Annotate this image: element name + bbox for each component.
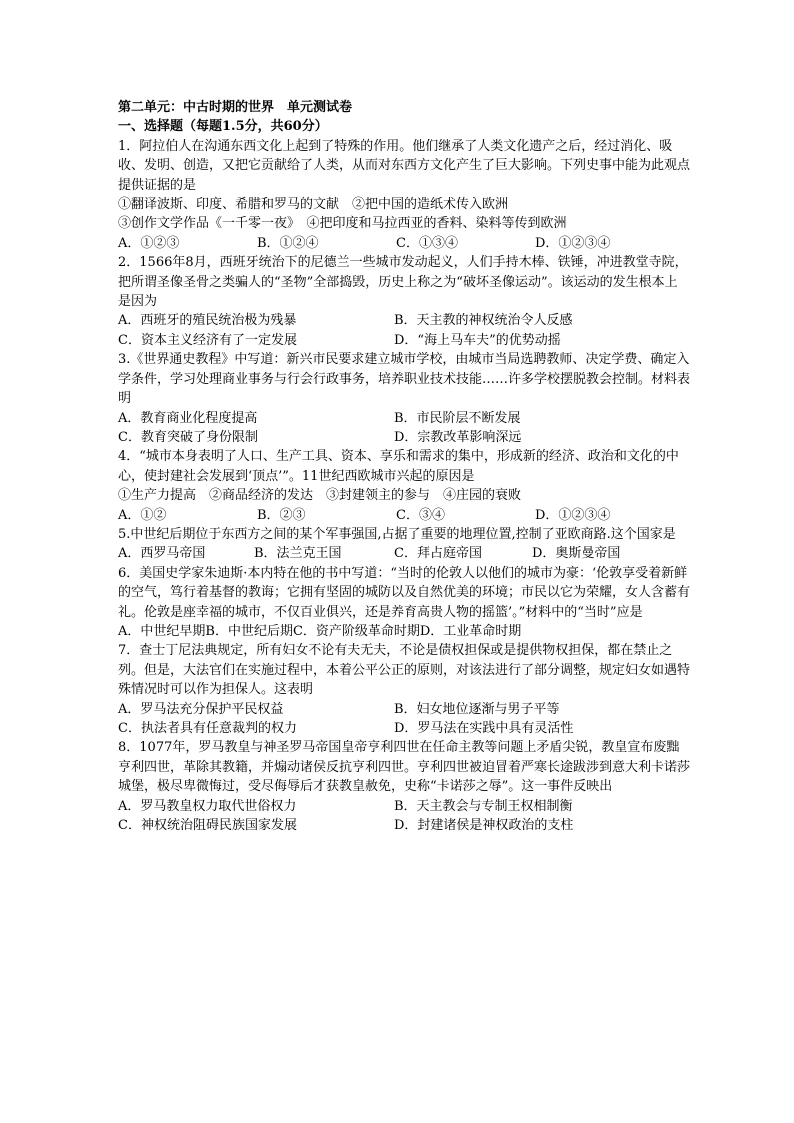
- option-a: A．教育商业化程度提高: [118, 410, 258, 426]
- option-a: A．西罗马帝国: [118, 546, 206, 562]
- question-8-options-1: [118, 797, 690, 816]
- option-d: D．宗教改革影响深远: [394, 429, 522, 445]
- question-4-items: ①生产力提高 ②商品经济的发达 ③封建领主的参与 ④庄园的衰败: [118, 488, 522, 504]
- option-a: A．罗马教皇权力取代世俗权力: [118, 798, 297, 814]
- option-d: D．奥斯曼帝国: [532, 546, 621, 562]
- option-d: D．①②③④: [535, 235, 611, 251]
- option-a: A．①②③: [118, 235, 180, 251]
- question-2-options-2: [118, 331, 690, 350]
- option-b: B．法兰克王国: [254, 546, 342, 562]
- option-a: A．西班牙的殖民统治极为残暴: [118, 313, 297, 329]
- option-c: C．拜占庭帝国: [394, 546, 482, 562]
- option-c: C．执法者具有任意裁判的权力: [118, 721, 297, 736]
- option-b: B．②③: [257, 507, 306, 523]
- question-4-options: [118, 506, 690, 525]
- option-c: C．神权统治阻碍民族国家发展: [118, 818, 297, 834]
- question-3-stem: 3.《世界通史教程》中写道：新兴市民要求建立城市学校，由城市当局选聘教师、决定学费、确定入学条件，学习处理商业事务与行会行政事务，培养职业技术技能……许多学校摆脱教会控制。材料表明: [118, 352, 691, 407]
- question-1-items-b: ③创作文学作品《一千零一夜》 ④把印度和马拉西亚的香料、染料等传到欧洲: [118, 216, 567, 232]
- question-1-options: [118, 234, 690, 253]
- question-7-options-1: [118, 700, 690, 719]
- question-8-stem: 8．1077年，罗马教皇与神圣罗马帝国皇帝亨利四世在任命主教等问题上矛盾尖锐，教皇宣布废黜亨利四世，革除其教籍，并煽动诸侯反抗亨利四世。亨利四世被迫冒着严寒长途跋涉到意大利卡诺莎城堡，极尽卑微悔过，受尽侮辱后才获教皇赦免，史称“卡诺莎之辱”。这一事件反映出: [118, 740, 691, 795]
- option-c: C．教育突破了身份限制: [118, 429, 258, 445]
- question-2-stem: 2．1566年8月，西班牙统治下的尼德兰一些城市发动起义，人们手持木棒、铁锤，冲进教堂寺院，把所谓圣像圣骨之类骗人的“圣物”全部捣毁，历史上称之为“破坏圣像运动”。该运动的发生根本上是因为: [118, 255, 688, 310]
- option-b: B．市民阶层不断发展: [394, 410, 521, 426]
- option-d: D．①②③④: [535, 507, 611, 523]
- option-c: C．资本主义经济有了一定发展: [118, 332, 297, 348]
- option-b: B．妇女地位逐渐与男子平等: [394, 701, 560, 717]
- question-5-options: [118, 544, 690, 563]
- option-b: B．天主教的神权统治令人反感: [394, 313, 573, 329]
- question-3-options-1: [118, 409, 690, 428]
- section-heading: 一、选择题（每题1.5分，共60分）: [118, 119, 328, 135]
- option-b: B．天主教会与专制王权相制衡: [394, 798, 573, 814]
- option-d: D．“海上马车夫”的优势动摇: [394, 332, 561, 348]
- option-d: D．封建诸侯是神权政治的支柱: [394, 818, 574, 834]
- option-b: B．①②④: [257, 235, 319, 251]
- question-2-options-1: [118, 311, 690, 330]
- option-c: C．①③④: [396, 235, 458, 251]
- question-5-stem: 5.中世纪后期位于东西方之间的某个军事强国,占据了重要的地理位置,控制了亚欧商路.这个国家是: [118, 526, 676, 542]
- option-d: D．罗马法在实践中具有灵活性: [394, 721, 574, 736]
- option-a: A．①②: [118, 507, 167, 523]
- question-1-stem: 1．阿拉伯人在沟通东西文化上起到了特殊的作用。他们继承了人类文化遗产之后，经过消化、吸收、发明、创造，又把它贡献给了人类，从而对东西方文化产生了巨大影响。下列史事中能为此观点提供证据的是: [118, 138, 691, 193]
- question-7-options-2: [118, 719, 690, 738]
- question-6-stem: 6．美国史学家朱迪斯·本内特在他的书中写道：“当时的伦敦人以他们的城市为豪：‘伦敦享受着新鲜的空气，笃行着基督的教诲；它拥有坚固的城防以及自然优美的环境；市民以它为荣耀，女人含蓄有礼。伦敦是座幸福的城市，不仅百业俱兴，还是养育高贵人物的摇篮’。”材料中的“当时”应是: [118, 565, 691, 620]
- question-1-items-a: ①翻译波斯、印度、希腊和罗马的文献 ②把中国的造纸术传入欧洲: [118, 197, 509, 213]
- option-a: A．罗马法充分保护平民权益: [118, 701, 284, 717]
- exam-document: [118, 98, 690, 835]
- question-7-stem: 7．查士丁尼法典规定，所有妇女不论有夫无夫，不论是债权担保或是提供物权担保，都在禁止之列。但是，大法官们在实施过程中，本着公平公正的原则，对该法进行了部分调整，规定妇女如遇特殊情况时可以作为担保人。这表明: [118, 643, 691, 698]
- question-8-options-2: [118, 816, 690, 835]
- exam-title: 第二单元：中古时期的世界 单元测试卷: [118, 100, 353, 115]
- question-3-options-2: [118, 428, 690, 447]
- question-4-stem: 4．“城市本身表明了人口、生产工具、资本、享乐和需求的集中，形成新的经济、政治和文化的中心，使封建社会发展到‘顶点’”。11世纪西欧城市兴起的原因是: [118, 449, 679, 484]
- question-6-options: A．中世纪早期B．中世纪后期C．资产阶级革命时期D．工业革命时期: [118, 623, 522, 639]
- option-c: C．③④: [396, 507, 445, 523]
